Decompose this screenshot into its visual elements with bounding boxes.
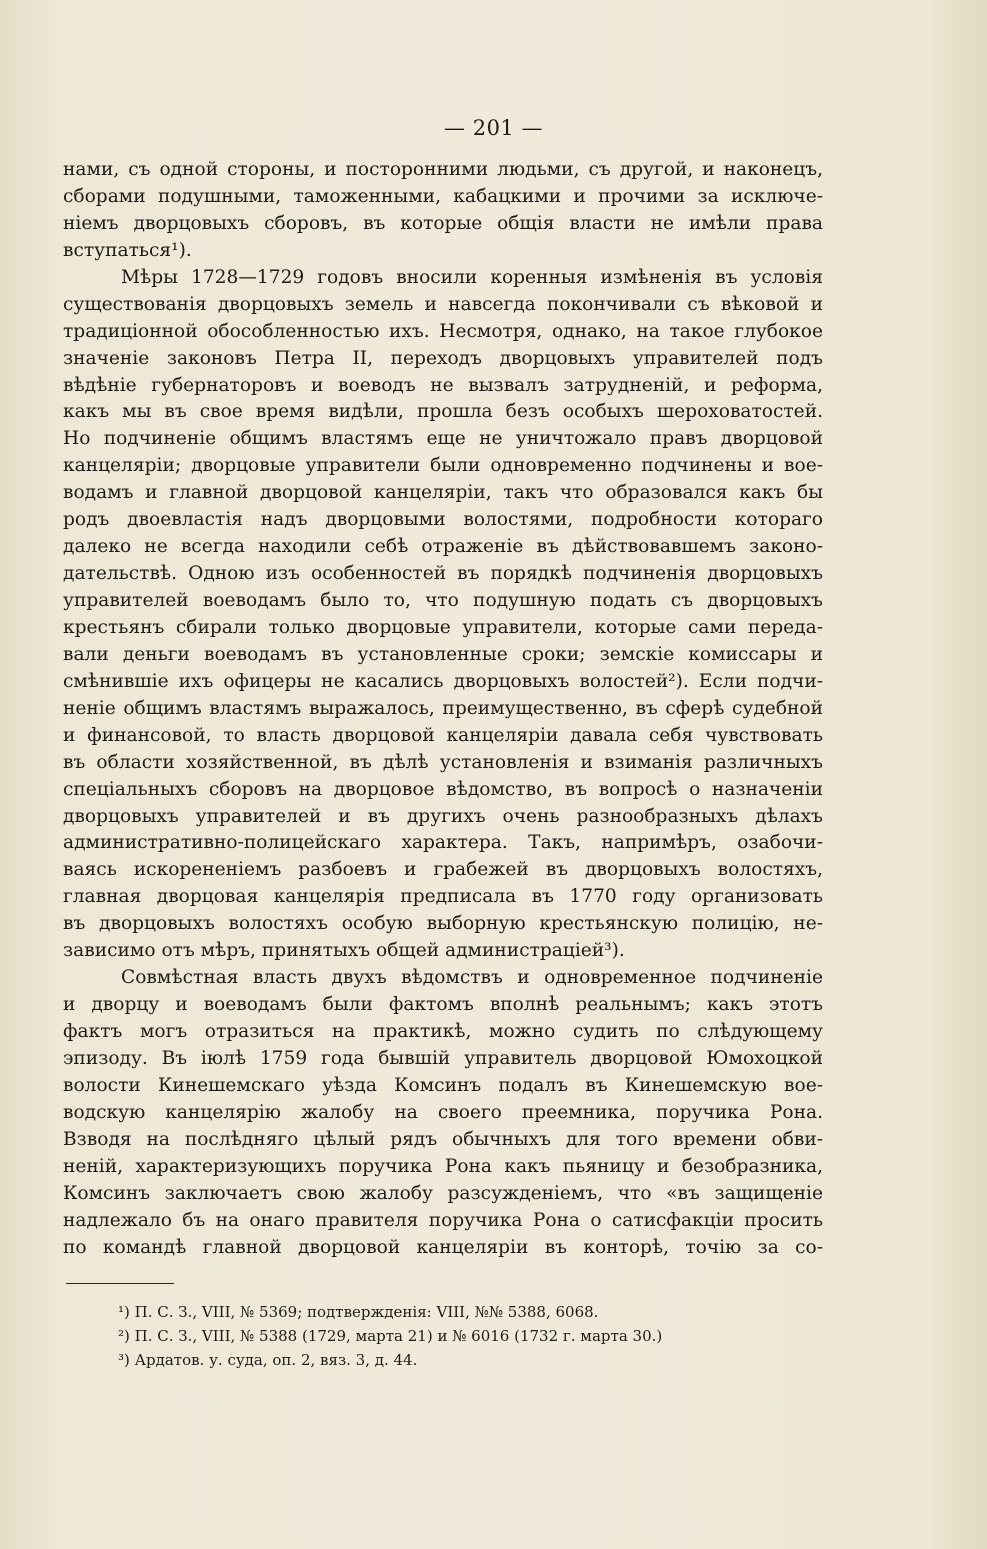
text-line: вступаться¹). xyxy=(63,239,192,261)
text-line: сборами подушными, таможенными, кабацкими и прочими за исключе- xyxy=(63,185,823,207)
text-line: канцеляріи; дворцовые управители были одновременно подчинены и вое- xyxy=(63,455,823,477)
footnote: ²) П. С. З., VIII, № 5388 (1729, марта 21) и № 6016 (1732 г. марта 30.) xyxy=(118,1327,663,1345)
text-line: административно-полицейскаго характера. Такъ, напримѣръ, озабочи- xyxy=(63,832,823,854)
text-line: родъ двоевластія надъ дворцовыми волостями, подробности котораго xyxy=(63,509,823,531)
text-line: вѣдѣніе губернаторовъ и воеводъ не вызвалъ затрудненій, и реформа, xyxy=(63,374,823,396)
text-line: Комсинъ заключаетъ свою жалобу разсужденіемъ, что «въ защищеніе xyxy=(63,1182,823,1204)
text-line: волости Кинешемскаго уѣзда Комсинъ подалъ въ Кинешемскую вое- xyxy=(63,1074,823,1096)
footnote: ³) Ардатов. у. суда, оп. 2, вяз. 3, д. 44. xyxy=(118,1351,418,1369)
text-line: ніемъ дворцовыхъ сборовъ, въ которые общія власти не имѣли права xyxy=(63,212,823,234)
text-line: неніе общимъ властямъ выражалось, преимущественно, въ сферѣ судебной xyxy=(63,697,823,719)
text-line: вали деньги воеводамъ въ установленные сроки; земскіе комиссары и xyxy=(63,643,823,665)
text-line: Взводя на послѣдняго цѣлый рядъ обычныхъ для того времени обви- xyxy=(63,1128,823,1150)
text-line: далеко не всегда находили себѣ отраженіе въ дѣйствовавшемъ законо- xyxy=(63,536,823,558)
text-line: спеціальныхъ сборовъ на дворцовое вѣдомство, въ вопросѣ о назначеніи xyxy=(63,778,823,800)
body-text xyxy=(63,157,823,1261)
text-line: въ области хозяйственной, въ дѣлѣ установленія и взиманія различныхъ xyxy=(63,751,823,773)
text-line: Совмѣстная власть двухъ вѣдомствъ и одновременное подчиненіе xyxy=(121,967,823,989)
text-line: дворцовыхъ управителей и въ другихъ очень разнообразныхъ дѣлахъ xyxy=(63,805,823,827)
text-line: фактъ могъ отразиться на практикѣ, можно судить по слѣдующему xyxy=(63,1021,823,1042)
text-line: зависимо отъ мѣръ, принятыхъ общей администраціей³). xyxy=(63,940,625,962)
text-line: Мѣры 1728—1729 годовъ вносили коренныя измѣненія въ условія xyxy=(121,266,823,288)
footnote: ¹) П. С. З., VIII, № 5369; подтвержденія: VIII, №№ 5388, 6068. xyxy=(118,1303,599,1321)
text-line: надлежало бъ на онаго правителя поручика Рона о сатисфакціи просить xyxy=(63,1209,823,1231)
text-line: неній, характеризующихъ поручика Рона какъ пьяницу и безобразника, xyxy=(63,1155,823,1177)
text-line: ваясь искорененіемъ разбоевъ и грабежей въ дворцовыхъ волостяхъ, xyxy=(63,859,823,881)
text-line: нами, съ одной стороны, и посторонними людьми, съ другой, и наконецъ, xyxy=(63,159,823,180)
text-line: водамъ и главной дворцовой канцеляріи, такъ что образовался какъ бы xyxy=(63,482,823,504)
page-number: — 201 — xyxy=(444,116,543,140)
text-line: управителей воеводамъ было то, что подушную подать съ дворцовыхъ xyxy=(63,590,823,611)
text-line: въ дворцовыхъ волостяхъ особую выборную крестьянскую полицію, не- xyxy=(63,913,823,935)
footnote-separator xyxy=(66,1283,174,1284)
footnotes xyxy=(118,1300,778,1372)
text-line: эпизоду. Въ іюлѣ 1759 года бывшій управитель дворцовой Юмохоцкой xyxy=(63,1047,823,1069)
text-line: главная дворцовая канцелярія предписала въ 1770 году организовать xyxy=(63,886,823,908)
text-line: смѣнившіе ихъ офицеры не касались дворцовыхъ волостей²). Если подчи- xyxy=(63,670,823,692)
text-line: крестьянъ сбирали только дворцовые управители, которые сами переда- xyxy=(63,616,823,638)
text-line: водскую канцелярію жалобу на своего преемника, поручика Рона. xyxy=(63,1101,823,1123)
text-line: существованія дворцовыхъ земель и навсегда покончивали съ вѣковой и xyxy=(63,293,823,315)
text-line: и дворцу и воеводамъ были фактомъ вполнѣ реальнымъ; какъ этотъ xyxy=(63,994,823,1016)
text-line: и финансовой, то власть дворцовой канцеляріи давала себя чувствовать xyxy=(63,724,823,746)
text-line: Но подчиненіе общимъ властямъ еще не уничтожало правъ дворцовой xyxy=(63,428,823,450)
text-line: значеніе законовъ Петра II, переходъ дворцовыхъ управителей подъ xyxy=(63,347,823,369)
text-line: дательствѣ. Одною изъ особенностей въ порядкѣ подчиненія дворцовыхъ xyxy=(63,563,823,585)
text-line: традиціонной обособленностью ихъ. Несмотря, однако, на такое глубокое xyxy=(63,320,823,342)
text-line: по командѣ главной дворцовой канцеляріи въ конторѣ, точію за со- xyxy=(63,1236,823,1258)
text-line: какъ мы въ свое время видѣли, прошла безъ особыхъ шероховатостей. xyxy=(63,401,823,423)
